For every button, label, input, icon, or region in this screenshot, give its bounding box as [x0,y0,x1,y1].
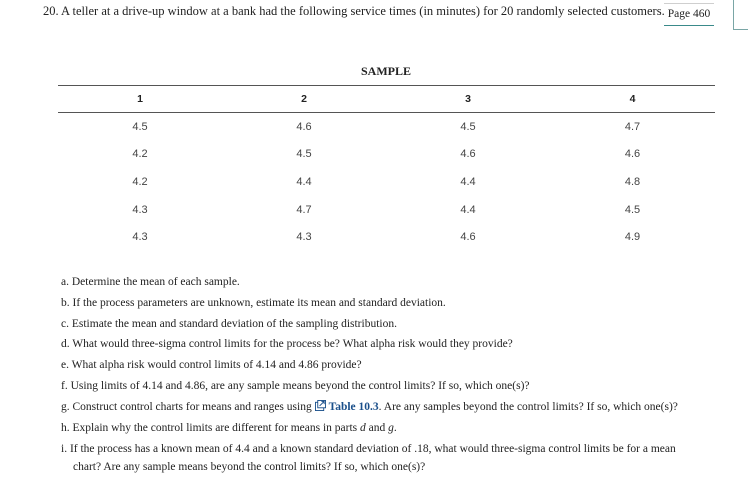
table-cell: 4.7 [624,120,641,133]
table-cell: 4.3 [132,231,148,244]
table-cell: 4.5 [132,120,148,133]
table-cell: 4.3 [132,203,148,216]
table-row [58,168,715,196]
part-h-ref-d: d [360,421,366,434]
question-parts [61,272,721,476]
external-link-icon [315,400,326,411]
part-d: d. What would three-sigma control limits for the process be? What alpha risk would they provide? [61,338,513,351]
page-reference: Page 460 [664,5,714,26]
table-cell: 4.6 [460,148,476,161]
table-cell: 4.4 [460,203,476,216]
side-panel-edge[interactable] [733,0,748,30]
table-cell: 4.7 [296,203,312,216]
page-ref-rule [664,3,714,4]
table-row [58,141,715,169]
table-cell: 4.8 [624,175,641,188]
table-header-row [58,86,715,113]
part-h-end: . [393,421,397,434]
question-text: 20. A teller at a drive-up window at a bank had the following service times (in minutes) for 20 randomly selected customers. [43,4,665,18]
column-header: 4 [550,86,715,113]
table-row [58,196,715,224]
column-header: 3 [386,86,550,113]
table-cell: 4.4 [296,175,312,188]
table-cell: 4.3 [296,231,312,244]
table-cell: 4.9 [624,231,641,244]
column-header: 1 [58,86,222,113]
part-h-and: and [365,421,389,434]
part-h-text: h. Explain why the control limits are different for means in parts [61,421,361,434]
table-caption: SAMPLE [360,64,411,78]
part-i [61,438,721,476]
table-cell: 4.4 [460,175,476,188]
part-e: e. What alpha risk would control limits of 4.14 and 4.86 provide? [61,359,362,372]
part-h [61,418,721,439]
table-10-3-link[interactable] [315,401,379,413]
table-cell: 4.2 [132,175,148,188]
part-c: c. Estimate the mean and standard deviation of the sampling distribution. [61,317,397,330]
part-a: a. Determine the mean of each sample. [61,276,240,288]
part-g-text-end: . Are any samples beyond the control limits? If so, which one(s)? [378,400,678,413]
part-f: f. Using limits of 4.14 and 4.86, are any sample means beyond the control limits? If so, which one(s)? [61,379,530,392]
column-header: 2 [222,86,386,113]
table-cell: 4.6 [460,231,476,244]
part-g [61,397,721,418]
table-cell: 4.6 [624,148,641,161]
part-i-line1: i. If the process has a known mean of 4.4 and a known standard deviation of .18, what would three-sigma control limits be for a mean [61,443,676,456]
table-cell: 4.5 [624,203,641,216]
part-h-ref-g: g [388,421,394,434]
table-row [58,113,715,141]
part-g-text: g. Construct control charts for means and ranges using [61,400,315,413]
table-cell: 4.5 [460,120,476,133]
table-cell: 4.6 [296,120,312,133]
table-row [58,223,715,251]
table-cell: 4.2 [132,148,148,161]
part-i-line2: chart? Are any sample means beyond the control limits? If so, which one(s)? [73,461,426,474]
part-b: b. If the process parameters are unknown, estimate its mean and standard deviation. [61,296,446,309]
table-cell: 4.5 [296,148,312,161]
table-10-3-link-label: Table 10.3 [328,400,379,413]
sample-table [58,85,715,251]
